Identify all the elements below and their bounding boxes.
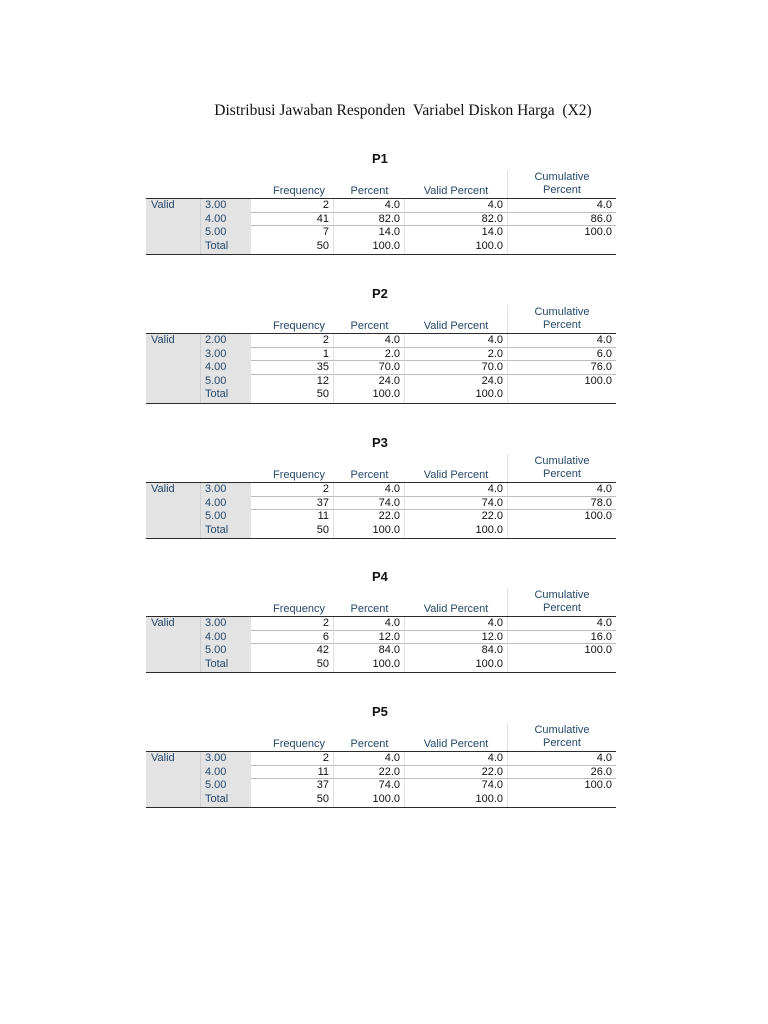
row-group-label bbox=[146, 631, 200, 645]
table-row bbox=[146, 361, 616, 375]
row-frequency: 42 bbox=[251, 644, 334, 658]
table-row bbox=[146, 752, 616, 766]
row-frequency: 11 bbox=[251, 766, 334, 780]
header-percent: Percent bbox=[350, 738, 389, 750]
header-frequency: Frequency bbox=[273, 320, 325, 332]
row-cumulative-percent bbox=[508, 658, 616, 672]
row-valid-percent: 4.0 bbox=[405, 617, 508, 631]
row-valid-percent: 14.0 bbox=[405, 226, 508, 240]
row-frequency: 50 bbox=[251, 793, 334, 807]
table-row bbox=[146, 793, 616, 808]
header-blank bbox=[200, 588, 251, 616]
row-cumulative-percent: 26.0 bbox=[508, 766, 616, 780]
row-group-label bbox=[146, 510, 200, 524]
row-category: 4.00 bbox=[200, 361, 251, 375]
frequency-table bbox=[146, 283, 616, 404]
row-frequency: 41 bbox=[251, 213, 334, 227]
header-blank bbox=[200, 305, 251, 333]
row-frequency: 50 bbox=[251, 388, 334, 402]
table-row bbox=[146, 617, 616, 631]
header-blank bbox=[200, 170, 251, 198]
table-row bbox=[146, 779, 616, 793]
header-percent: Percent bbox=[350, 603, 389, 615]
row-cumulative-percent: 4.0 bbox=[508, 752, 616, 766]
table-title: P5 bbox=[372, 704, 388, 719]
table-header bbox=[146, 305, 616, 334]
row-cumulative-percent: 6.0 bbox=[508, 348, 616, 362]
row-cumulative-percent: 4.0 bbox=[508, 334, 616, 348]
table-row bbox=[146, 644, 616, 658]
row-group-label bbox=[146, 361, 200, 375]
row-group-label: Valid bbox=[146, 617, 200, 631]
header-blank bbox=[146, 170, 200, 198]
row-cumulative-percent bbox=[508, 240, 616, 254]
table-title: P4 bbox=[372, 569, 388, 584]
table-row bbox=[146, 388, 616, 403]
row-percent: 4.0 bbox=[334, 617, 405, 631]
row-percent: 4.0 bbox=[334, 334, 405, 348]
table-title-wrap bbox=[146, 283, 616, 305]
row-category: 3.00 bbox=[200, 199, 251, 213]
header-blank bbox=[146, 588, 200, 616]
row-category: Total bbox=[200, 524, 251, 538]
row-group-label bbox=[146, 779, 200, 793]
header-frequency: Frequency bbox=[273, 469, 325, 481]
row-frequency: 50 bbox=[251, 240, 334, 254]
row-cumulative-percent bbox=[508, 793, 616, 807]
table-header bbox=[146, 170, 616, 199]
row-frequency: 2 bbox=[251, 483, 334, 497]
row-valid-percent: 12.0 bbox=[405, 631, 508, 645]
row-percent: 12.0 bbox=[334, 631, 405, 645]
row-category: 3.00 bbox=[200, 752, 251, 766]
row-cumulative-percent: 76.0 bbox=[508, 361, 616, 375]
header-frequency: Frequency bbox=[273, 738, 325, 750]
row-valid-percent: 74.0 bbox=[405, 779, 508, 793]
row-percent: 14.0 bbox=[334, 226, 405, 240]
row-valid-percent: 74.0 bbox=[405, 497, 508, 511]
table-row bbox=[146, 334, 616, 348]
table-row bbox=[146, 483, 616, 497]
row-cumulative-percent: 4.0 bbox=[508, 199, 616, 213]
row-valid-percent: 82.0 bbox=[405, 213, 508, 227]
row-category: 3.00 bbox=[200, 617, 251, 631]
table-title: P3 bbox=[372, 435, 388, 450]
row-percent: 100.0 bbox=[334, 388, 405, 402]
table-body bbox=[146, 334, 616, 404]
row-cumulative-percent bbox=[508, 524, 616, 538]
row-frequency: 7 bbox=[251, 226, 334, 240]
header-blank bbox=[146, 454, 200, 482]
row-category: Total bbox=[200, 658, 251, 672]
row-category: 4.00 bbox=[200, 766, 251, 780]
row-category: Total bbox=[200, 793, 251, 807]
row-group-label bbox=[146, 524, 200, 538]
header-cumulative-percent: Cumulative Percent bbox=[534, 455, 590, 480]
row-percent: 2.0 bbox=[334, 348, 405, 362]
row-valid-percent: 4.0 bbox=[405, 752, 508, 766]
row-valid-percent: 100.0 bbox=[405, 388, 508, 402]
row-valid-percent: 100.0 bbox=[405, 524, 508, 538]
table-body bbox=[146, 199, 616, 255]
table-body bbox=[146, 483, 616, 539]
row-group-label bbox=[146, 497, 200, 511]
row-frequency: 50 bbox=[251, 524, 334, 538]
row-category: 4.00 bbox=[200, 631, 251, 645]
row-percent: 74.0 bbox=[334, 497, 405, 511]
header-cumulative-percent: Cumulative Percent bbox=[534, 589, 590, 614]
frequency-table bbox=[146, 566, 616, 673]
header-valid-percent: Valid Percent bbox=[405, 723, 508, 751]
header-cumulative-percent: Cumulative Percent bbox=[534, 724, 590, 749]
table-row bbox=[146, 658, 616, 673]
row-percent: 24.0 bbox=[334, 375, 405, 389]
table-header bbox=[146, 723, 616, 752]
row-frequency: 37 bbox=[251, 497, 334, 511]
row-valid-percent: 100.0 bbox=[405, 793, 508, 807]
document-title: Distribusi Jawaban Responden Variabel Diskon Harga (X2) bbox=[214, 102, 592, 119]
row-cumulative-percent: 16.0 bbox=[508, 631, 616, 645]
row-group-label: Valid bbox=[146, 483, 200, 497]
row-valid-percent: 24.0 bbox=[405, 375, 508, 389]
row-frequency: 50 bbox=[251, 658, 334, 672]
row-category: 4.00 bbox=[200, 497, 251, 511]
header-valid-percent: Valid Percent bbox=[405, 305, 508, 333]
table-title-wrap bbox=[146, 148, 616, 170]
row-frequency: 2 bbox=[251, 199, 334, 213]
header-frequency: Frequency bbox=[273, 185, 325, 197]
row-category: 5.00 bbox=[200, 779, 251, 793]
row-percent: 100.0 bbox=[334, 658, 405, 672]
row-valid-percent: 4.0 bbox=[405, 483, 508, 497]
table-header bbox=[146, 454, 616, 483]
row-group-label: Valid bbox=[146, 199, 200, 213]
header-valid-percent: Valid Percent bbox=[405, 454, 508, 482]
table-header bbox=[146, 588, 616, 617]
row-group-label bbox=[146, 375, 200, 389]
table-row bbox=[146, 348, 616, 362]
row-category: Total bbox=[200, 240, 251, 254]
row-percent: 82.0 bbox=[334, 213, 405, 227]
row-category: 4.00 bbox=[200, 213, 251, 227]
row-percent: 22.0 bbox=[334, 510, 405, 524]
row-group-label: Valid bbox=[146, 752, 200, 766]
row-cumulative-percent: 100.0 bbox=[584, 226, 612, 239]
frequency-table bbox=[146, 432, 616, 539]
row-valid-percent: 22.0 bbox=[405, 510, 508, 524]
row-percent: 100.0 bbox=[334, 524, 405, 538]
header-blank bbox=[200, 723, 251, 751]
header-blank bbox=[146, 723, 200, 751]
table-title: P1 bbox=[372, 151, 388, 166]
row-category: 3.00 bbox=[200, 348, 251, 362]
row-group-label bbox=[146, 213, 200, 227]
row-category: 5.00 bbox=[200, 375, 251, 389]
row-frequency: 1 bbox=[251, 348, 334, 362]
header-percent: Percent bbox=[350, 185, 389, 197]
table-row bbox=[146, 213, 616, 227]
row-category: 5.00 bbox=[200, 510, 251, 524]
row-category: Total bbox=[200, 388, 251, 402]
row-frequency: 2 bbox=[251, 752, 334, 766]
row-valid-percent: 70.0 bbox=[405, 361, 508, 375]
row-percent: 74.0 bbox=[334, 779, 405, 793]
header-percent: Percent bbox=[350, 469, 389, 481]
row-cumulative-percent: 78.0 bbox=[508, 497, 616, 511]
row-frequency: 37 bbox=[251, 779, 334, 793]
row-cumulative-percent: 86.0 bbox=[508, 213, 616, 227]
table-row bbox=[146, 240, 616, 255]
header-valid-percent: Valid Percent bbox=[405, 588, 508, 616]
row-group-label bbox=[146, 644, 200, 658]
table-title-wrap bbox=[146, 701, 616, 723]
row-group-label bbox=[146, 766, 200, 780]
header-valid-percent: Valid Percent bbox=[405, 170, 508, 198]
row-percent: 22.0 bbox=[334, 766, 405, 780]
row-frequency: 6 bbox=[251, 631, 334, 645]
table-body bbox=[146, 617, 616, 673]
row-valid-percent: 4.0 bbox=[405, 199, 508, 213]
row-group-label bbox=[146, 658, 200, 672]
row-category: 2.00 bbox=[200, 334, 251, 348]
header-cumulative-percent: Cumulative Percent bbox=[534, 171, 590, 196]
row-frequency: 2 bbox=[251, 334, 334, 348]
row-percent: 4.0 bbox=[334, 199, 405, 213]
table-body bbox=[146, 752, 616, 808]
row-group-label bbox=[146, 388, 200, 402]
frequency-table bbox=[146, 148, 616, 255]
row-valid-percent: 100.0 bbox=[405, 658, 508, 672]
row-percent: 70.0 bbox=[334, 361, 405, 375]
table-row bbox=[146, 375, 616, 389]
row-cumulative-percent bbox=[508, 388, 616, 402]
row-valid-percent: 84.0 bbox=[405, 644, 508, 658]
row-category: 5.00 bbox=[200, 644, 251, 658]
row-group-label bbox=[146, 226, 200, 240]
row-cumulative-percent: 100.0 bbox=[584, 510, 612, 523]
row-percent: 4.0 bbox=[334, 483, 405, 497]
frequency-table bbox=[146, 701, 616, 808]
row-group-label bbox=[146, 348, 200, 362]
header-percent: Percent bbox=[350, 320, 389, 332]
row-category: 3.00 bbox=[200, 483, 251, 497]
table-title: P2 bbox=[372, 286, 388, 301]
row-valid-percent: 100.0 bbox=[405, 240, 508, 254]
row-cumulative-percent: 4.0 bbox=[508, 617, 616, 631]
row-group-label bbox=[146, 240, 200, 254]
row-percent: 84.0 bbox=[334, 644, 405, 658]
header-cumulative-percent: Cumulative Percent bbox=[534, 306, 590, 331]
row-cumulative-percent: 100.0 bbox=[584, 374, 612, 387]
row-cumulative-percent: 100.0 bbox=[584, 644, 612, 657]
table-row bbox=[146, 631, 616, 645]
row-group-label: Valid bbox=[146, 334, 200, 348]
row-frequency: 35 bbox=[251, 361, 334, 375]
row-valid-percent: 4.0 bbox=[405, 334, 508, 348]
row-percent: 4.0 bbox=[334, 752, 405, 766]
row-percent: 100.0 bbox=[334, 793, 405, 807]
row-valid-percent: 22.0 bbox=[405, 766, 508, 780]
row-category: 5.00 bbox=[200, 226, 251, 240]
table-title-wrap bbox=[146, 432, 616, 454]
table-row bbox=[146, 497, 616, 511]
header-blank bbox=[146, 305, 200, 333]
table-row bbox=[146, 510, 616, 524]
header-blank bbox=[200, 454, 251, 482]
table-title-wrap bbox=[146, 566, 616, 588]
table-row bbox=[146, 226, 616, 240]
row-group-label bbox=[146, 793, 200, 807]
table-row bbox=[146, 199, 616, 213]
row-valid-percent: 2.0 bbox=[405, 348, 508, 362]
row-frequency: 12 bbox=[251, 375, 334, 389]
row-percent: 100.0 bbox=[334, 240, 405, 254]
header-frequency: Frequency bbox=[273, 603, 325, 615]
row-frequency: 11 bbox=[251, 510, 334, 524]
row-cumulative-percent: 4.0 bbox=[508, 483, 616, 497]
table-row bbox=[146, 766, 616, 780]
row-cumulative-percent: 100.0 bbox=[584, 779, 612, 792]
table-row bbox=[146, 524, 616, 539]
row-frequency: 2 bbox=[251, 617, 334, 631]
